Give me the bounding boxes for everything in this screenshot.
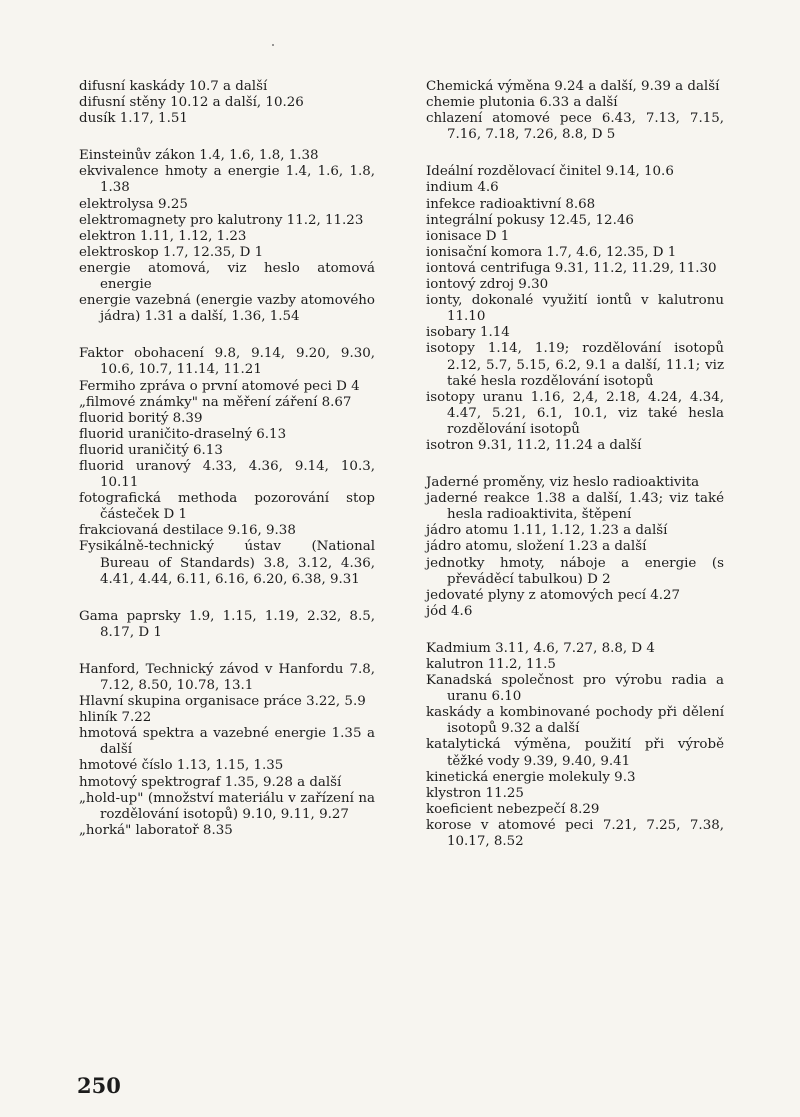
index-entry: energie vazebná (energie vazby atomového jádra) 1.31 a další, 1.36, 1.54 bbox=[79, 293, 375, 325]
index-entry: integrální pokusy 12.45, 12.46 bbox=[426, 212, 634, 228]
index-entry: elektromagnety pro kalutrony 11.2, 11.23 bbox=[79, 212, 364, 228]
index-entry: Kadmium 3.11, 4.6, 7.27, 8.8, D 4 bbox=[426, 640, 655, 656]
index-entry: „horká" laboratoř 8.35 bbox=[79, 822, 233, 838]
index-column-right bbox=[426, 79, 724, 871]
index-entry: Einsteinův zákon 1.4, 1.6, 1.8, 1.38 bbox=[79, 148, 319, 164]
index-entry: kaskády a kombinované pochody při dělení isotopů 9.32 a další bbox=[426, 705, 724, 737]
index-entry: isotron 9.31, 11.2, 11.24 a další bbox=[426, 437, 642, 453]
index-entry: Jaderné proměny, viz heslo radioaktivita bbox=[426, 475, 700, 491]
index-entry: jednotky hmoty, náboje a energie (s převáděcí tabulkou) D 2 bbox=[426, 555, 724, 587]
index-group bbox=[79, 609, 375, 641]
index-entry: Kanadská společnost pro výrobu radia a uranu 6.10 bbox=[426, 673, 724, 705]
index-entry: elektrolysa 9.25 bbox=[79, 196, 188, 212]
index-column-left bbox=[79, 79, 375, 860]
index-entry: „hold-up" (množství materiálu v zařízení na rozdělování isotopů) 9.10, 9.11, 9.27 bbox=[79, 790, 375, 822]
index-entry: Hlavní skupina organisace práce 3.22, 5.9 bbox=[79, 694, 366, 710]
index-entry: Chemická výměna 9.24 a další, 9.39 a další bbox=[426, 79, 720, 94]
index-entry: „filmové známky" na měření záření 8.67 bbox=[79, 394, 352, 410]
index-entry: klystron 11.25 bbox=[426, 785, 524, 801]
index-entry: frakciovaná destilace 9.16, 9.38 bbox=[79, 523, 296, 539]
index-group bbox=[79, 346, 375, 587]
index-group bbox=[79, 79, 375, 127]
index-group bbox=[426, 641, 724, 850]
index-entry: Hanford, Technický závod v Hanfordu 7.8, 7.12, 8.50, 10.78, 13.1 bbox=[79, 661, 375, 693]
index-group bbox=[79, 662, 375, 839]
index-group bbox=[426, 79, 724, 143]
index-entry: Fermiho zpráva o první atomové peci D 4 bbox=[79, 378, 360, 394]
index-entry: isobary 1.14 bbox=[426, 325, 510, 341]
index-entry: jádro atomu, složení 1.23 a další bbox=[426, 539, 647, 555]
index-entry: elektron 1.11, 1.12, 1.23 bbox=[79, 228, 247, 244]
index-entry: energie atomová, viz heslo atomová energie bbox=[79, 260, 375, 293]
index-group bbox=[426, 475, 724, 620]
index-entry: difusní kaskády 10.7 a další bbox=[79, 79, 268, 94]
index-entry: Fysikálně-technický ústav (National Bureau of Standards) 3.8, 3.12, 4.36, 4.41, 4.44, 6.11, 6.16, 6.20, 6.38, 9.31 bbox=[79, 539, 375, 587]
index-entry: kalutron 11.2, 11.5 bbox=[426, 657, 556, 672]
index-entry: isotopy uranu 1.16, 2,4, 2.18, 4.24, 4.34, 4.47, 5.21, 6.1, 10.1, viz také hesla rozdělování isotopů bbox=[426, 389, 724, 437]
index-entry: iontová centrifuga 9.31, 11.2, 11.29, 11.30 bbox=[426, 260, 717, 276]
index-entry: hliník 7.22 bbox=[79, 710, 152, 726]
index-entry: difusní stěny 10.12 a další, 10.26 bbox=[79, 95, 304, 111]
index-entry: chlazení atomové pece 6.43, 7.13, 7.15, 7.16, 7.18, 7.26, 8.8, D 5 bbox=[426, 111, 724, 143]
index-entry: fluorid uraničito-draselný 6.13 bbox=[79, 426, 287, 442]
index-group bbox=[426, 164, 724, 454]
index-entry: jedovaté plyny z atomových pecí 4.27 bbox=[426, 587, 681, 603]
index-entry: hmotové číslo 1.13, 1.15, 1.35 bbox=[79, 758, 284, 774]
index-entry: ionisace D 1 bbox=[426, 228, 510, 244]
index-entry: koeficient nebezpečí 8.29 bbox=[426, 801, 600, 817]
index-entry: ionisační komora 1.7, 4.6, 12.35, D 1 bbox=[426, 244, 677, 260]
index-entry: infekce radioaktivní 8.68 bbox=[426, 196, 596, 212]
index-entry: indium 4.6 bbox=[426, 180, 499, 196]
index-entry: dusík 1.17, 1.51 bbox=[79, 111, 188, 127]
index-entry: ionty, dokonalé využití iontů v kalutronu 11.10 bbox=[426, 293, 724, 325]
index-entry: Faktor obohacení 9.8, 9.14, 9.20, 9.30, 10.6, 10.7, 11.14, 11.21 bbox=[79, 346, 375, 378]
index-entry: hmotový spektrograf 1.35, 9.28 a další bbox=[79, 774, 342, 790]
index-entry: ekvivalence hmoty a energie 1.4, 1.6, 1.8, 1.38 bbox=[79, 164, 375, 196]
index-group bbox=[79, 148, 375, 325]
index-entry: chemie plutonia 6.33 a další bbox=[426, 95, 618, 111]
index-entry: fluorid uraničitý 6.13 bbox=[79, 442, 223, 458]
index-entry: fluorid boritý 8.39 bbox=[79, 410, 203, 426]
index-entry: fluorid uranový 4.33, 4.36, 9.14, 10.3, 10.11 bbox=[79, 458, 375, 491]
index-entry: jaderné reakce 1.38 a další, 1.43; viz také hesla radioaktivita, štěpení bbox=[426, 491, 724, 523]
page-number: 250 bbox=[77, 1073, 121, 1098]
index-entry: jód 4.6 bbox=[426, 603, 473, 619]
index-entry: fotografická methoda pozorování stop částeček D 1 bbox=[79, 491, 375, 523]
speck bbox=[272, 44, 274, 46]
index-entry: hmotová spektra a vazebné energie 1.35 a další bbox=[79, 726, 375, 758]
index-entry: iontový zdroj 9.30 bbox=[426, 277, 549, 293]
index-entry: korose v atomové peci 7.21, 7.25, 7.38, 10.17, 8.52 bbox=[426, 817, 724, 850]
index-entry: kinetická energie molekuly 9.3 bbox=[426, 769, 636, 785]
index-entry: katalytická výměna, použití při výrobě těžké vody 9.39, 9.40, 9.41 bbox=[426, 737, 724, 769]
index-entry: Gama paprsky 1.9, 1.15, 1.19, 2.32, 8.5, 8.17, D 1 bbox=[79, 608, 375, 640]
index-entry: isotopy 1.14, 1.19; rozdělování isotopů 2.12, 5.7, 5.15, 6.2, 9.1 a další, 11.1; viz také hesla rozdělování isotopů bbox=[426, 341, 724, 389]
index-entry: jádro atomu 1.11, 1.12, 1.23 a další bbox=[426, 523, 668, 539]
index-entry: elektroskop 1.7, 12.35, D 1 bbox=[79, 244, 264, 260]
index-entry: Ideální rozdělovací činitel 9.14, 10.6 bbox=[426, 164, 674, 180]
